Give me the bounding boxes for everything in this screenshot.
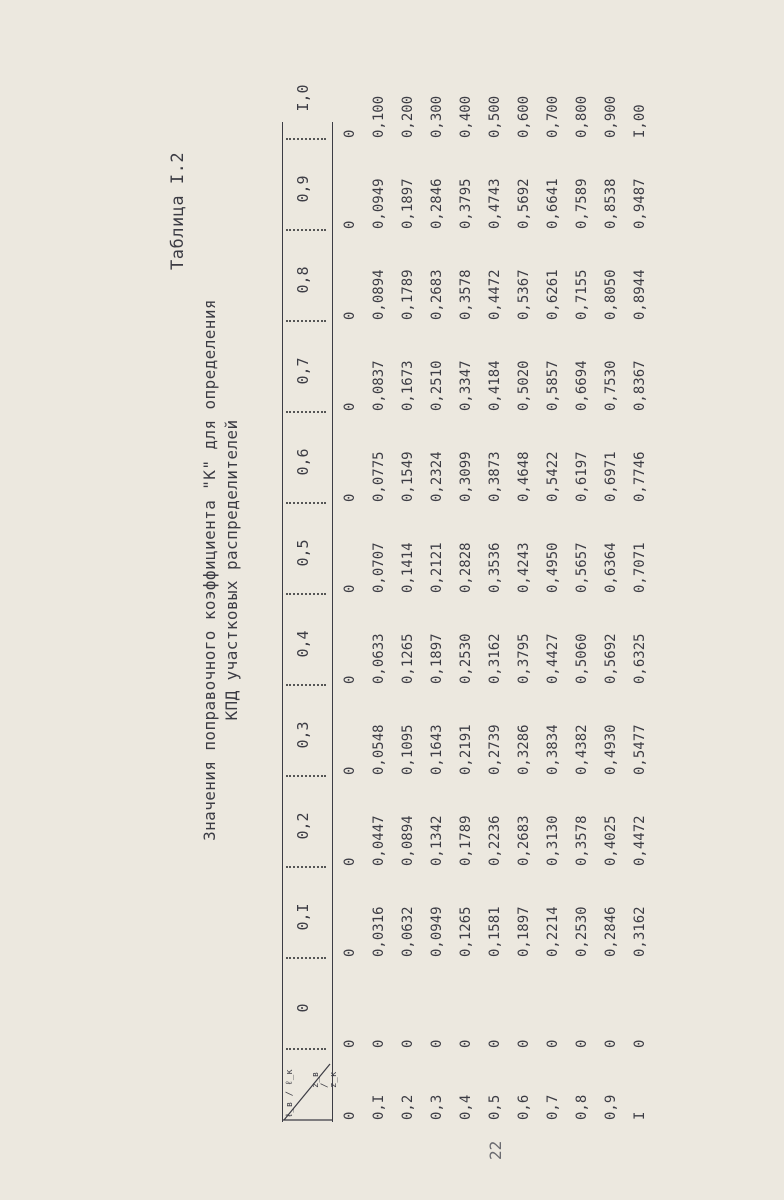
table-cell: 0: [342, 1039, 358, 1048]
table-cell: 0: [603, 1039, 619, 1048]
table-cell: 0: [342, 402, 358, 411]
table-cell: 0,800: [574, 95, 590, 138]
table-row: [545, 95, 571, 1122]
table-cell: 0,0632: [400, 906, 416, 957]
table-header-rule: [332, 122, 333, 1122]
table-cell: 0,4184: [487, 360, 503, 411]
column-header: 0,8: [294, 266, 312, 294]
table-cell: 0,2530: [458, 633, 474, 684]
table-cell: I,00: [632, 104, 648, 138]
table-cell: 0,7589: [574, 178, 590, 229]
table-cell: 0,2683: [429, 269, 445, 320]
page-number: 22: [486, 1140, 505, 1160]
table-cell: 0,2846: [603, 906, 619, 957]
table-cell: 0,3578: [458, 269, 474, 320]
table-row: [400, 95, 426, 1122]
column-header: 0,2: [294, 812, 312, 840]
table-cell: 0,4472: [487, 269, 503, 320]
column-separator: [286, 682, 326, 686]
row-header: 0,2: [400, 1094, 416, 1120]
table-cell: 0,4743: [487, 178, 503, 229]
table-cell: 0: [342, 220, 358, 229]
table-cell: 0: [342, 129, 358, 138]
column-separator: [286, 318, 326, 322]
table-cell: 0,3130: [545, 815, 561, 866]
column-header: 0,3: [294, 721, 312, 749]
table-cell: 0,0894: [400, 815, 416, 866]
column-header: 0,7: [294, 357, 312, 385]
table-cell: 0,5060: [574, 633, 590, 684]
table-cell: 0,2214: [545, 906, 561, 957]
table-row: [458, 95, 484, 1122]
table-row: [603, 95, 629, 1122]
coefficient-table: [282, 84, 672, 1122]
table-corner-cell: [282, 1062, 339, 1122]
table-cell: 0: [342, 857, 358, 866]
table-cell: 0,3795: [516, 633, 532, 684]
table-cell: 0,300: [429, 95, 445, 138]
table-cell: 0,1265: [458, 906, 474, 957]
table-cell: 0,2510: [429, 360, 445, 411]
row-header: I: [632, 1111, 648, 1120]
table-cell: 0,2846: [429, 178, 445, 229]
row-header: 0,4: [458, 1094, 474, 1120]
table-cell: 0: [429, 1039, 445, 1048]
table-cell: 0,5692: [603, 633, 619, 684]
table-cell: 0,4648: [516, 451, 532, 502]
table-cell: 0,1673: [400, 360, 416, 411]
table-cell: 0,6641: [545, 178, 561, 229]
table-row: [632, 104, 658, 1122]
table-cell: 0,500: [487, 95, 503, 138]
table-cell: 0: [342, 948, 358, 957]
column-separator: [286, 864, 326, 868]
table-cell: 0,6197: [574, 451, 590, 502]
column-separator: [286, 1046, 326, 1050]
table-cell: 0,6971: [603, 451, 619, 502]
table-cell: 0,3795: [458, 178, 474, 229]
table-cell: 0,5692: [516, 178, 532, 229]
row-header: 0,3: [429, 1094, 445, 1120]
table-cell: 0,0447: [371, 815, 387, 866]
table-cell: 0,9487: [632, 178, 648, 229]
table-cell: 0,0775: [371, 451, 387, 502]
column-separator: [286, 136, 326, 140]
table-cell: 0,4025: [603, 815, 619, 866]
table-row: [487, 95, 513, 1122]
table-cell: 0,3162: [632, 906, 648, 957]
table-cell: 0,8050: [603, 269, 619, 320]
table-cell: 0,5020: [516, 360, 532, 411]
table-label: Таблица I.2: [168, 151, 188, 270]
table-cell: 0: [371, 1039, 387, 1048]
table-row: [516, 95, 542, 1122]
column-separator: [286, 591, 326, 595]
table-cell: 0,7530: [603, 360, 619, 411]
table-top-rule: [282, 122, 283, 1122]
table-cell: 0,2191: [458, 724, 474, 775]
table-cell: 0: [342, 584, 358, 593]
table-row: [342, 122, 368, 1122]
column-separator: [286, 500, 326, 504]
column-header: 0,5: [294, 539, 312, 567]
table-cell: 0,2683: [516, 815, 532, 866]
table-cell: 0,0707: [371, 542, 387, 593]
table-cell: 0: [574, 1039, 590, 1048]
table-cell: 0,3099: [458, 451, 474, 502]
table-cell: 0,0548: [371, 724, 387, 775]
table-cell: 0,0837: [371, 360, 387, 411]
table-cell: 0,1549: [400, 451, 416, 502]
table-cell: 0,1897: [400, 178, 416, 229]
table-cell: 0,900: [603, 95, 619, 138]
table-cell: 0,5367: [516, 269, 532, 320]
table-cell: 0,2324: [429, 451, 445, 502]
row-header: 0: [342, 1111, 358, 1120]
table-cell: 0,3162: [487, 633, 503, 684]
table-title-line-1: Значения поправочного коэффициента "К" для определения: [200, 299, 219, 841]
table-cell: 0,700: [545, 95, 561, 138]
table-cell: 0,5477: [632, 724, 648, 775]
table-cell: 0,6364: [603, 542, 619, 593]
table-cell: 0: [632, 1039, 648, 1048]
table-cell: 0,3578: [574, 815, 590, 866]
table-cell: 0,5857: [545, 360, 561, 411]
table-cell: 0,1265: [400, 633, 416, 684]
table-cell: 0: [487, 1039, 503, 1048]
table-cell: 0,2236: [487, 815, 503, 866]
table-cell: 0,1095: [400, 724, 416, 775]
table-cell: 0: [342, 675, 358, 684]
table-cell: 0,0894: [371, 269, 387, 320]
column-header: 0,9: [294, 175, 312, 203]
table-cell: 0,4472: [632, 815, 648, 866]
table-cell: 0,2828: [458, 542, 474, 593]
table-cell: 0,2530: [574, 906, 590, 957]
table-cell: 0,100: [371, 95, 387, 138]
column-separator: [286, 227, 326, 231]
column-header: 0,I: [294, 903, 312, 931]
table-cell: 0,3286: [516, 724, 532, 775]
table-cell: 0,0316: [371, 906, 387, 957]
table-cell: 0,6325: [632, 633, 648, 684]
table-cell: 0,0949: [371, 178, 387, 229]
table-cell: 0,4930: [603, 724, 619, 775]
table-cell: 0,2121: [429, 542, 445, 593]
table-cell: 0,6694: [574, 360, 590, 411]
table-cell: 0,4243: [516, 542, 532, 593]
column-separator: [286, 955, 326, 959]
corner-label-rows: ℓ_в / ℓ_к: [285, 1069, 295, 1118]
table-cell: 0,600: [516, 95, 532, 138]
table-row: [371, 95, 397, 1122]
row-header: 0,8: [574, 1094, 590, 1120]
column-header: I,0: [294, 84, 312, 112]
table-cell: 0,1342: [429, 815, 445, 866]
row-header: 0,6: [516, 1094, 532, 1120]
row-header: 0,9: [603, 1094, 619, 1120]
table-row: [429, 95, 455, 1122]
table-cell: 0,1789: [458, 815, 474, 866]
column-header: 0: [294, 1003, 312, 1013]
table-cell: 0,4950: [545, 542, 561, 593]
table-cell: 0,1897: [516, 906, 532, 957]
table-cell: 0,7746: [632, 451, 648, 502]
table-cell: 0,3536: [487, 542, 503, 593]
table-cell: 0,1414: [400, 542, 416, 593]
table-cell: 0,1789: [400, 269, 416, 320]
table-title-line-2: КПД участковых распределителей: [222, 419, 241, 721]
table-cell: 0: [342, 766, 358, 775]
table-cell: 0,0949: [429, 906, 445, 957]
column-separator: [286, 409, 326, 413]
column-header: 0,6: [294, 448, 312, 476]
table-cell: 0,8538: [603, 178, 619, 229]
table-cell: 0,3347: [458, 360, 474, 411]
table-cell: 0,8367: [632, 360, 648, 411]
table-cell: 0,200: [400, 95, 416, 138]
row-header: 0,5: [487, 1094, 503, 1120]
table-cell: 0,400: [458, 95, 474, 138]
table-cell: 0,4427: [545, 633, 561, 684]
table-cell: 0,3873: [487, 451, 503, 502]
table-cell: 0,6261: [545, 269, 561, 320]
table-cell: 0: [545, 1039, 561, 1048]
table-cell: 0,8944: [632, 269, 648, 320]
table-cell: 0: [342, 311, 358, 320]
table-cell: 0,7155: [574, 269, 590, 320]
table-cell: 0,4382: [574, 724, 590, 775]
table-cell: 0: [342, 493, 358, 502]
table-cell: 0: [458, 1039, 474, 1048]
table-cell: 0,1581: [487, 906, 503, 957]
table-cell: 0,2739: [487, 724, 503, 775]
column-separator: [286, 773, 326, 777]
table-row: [574, 95, 600, 1122]
table-cell: 0,0633: [371, 633, 387, 684]
table-cell: 0: [400, 1039, 416, 1048]
column-header: 0,4: [294, 630, 312, 658]
table-cell: 0,1897: [429, 633, 445, 684]
corner-label-columns: z_в / z_к: [311, 1071, 339, 1088]
table-cell: 0,5422: [545, 451, 561, 502]
table-cell: 0,1643: [429, 724, 445, 775]
table-cell: 0,7071: [632, 542, 648, 593]
table-cell: 0: [516, 1039, 532, 1048]
table-cell: 0,5657: [574, 542, 590, 593]
row-header: 0,7: [545, 1094, 561, 1120]
table-cell: 0,3834: [545, 724, 561, 775]
row-header: 0,I: [371, 1094, 387, 1120]
